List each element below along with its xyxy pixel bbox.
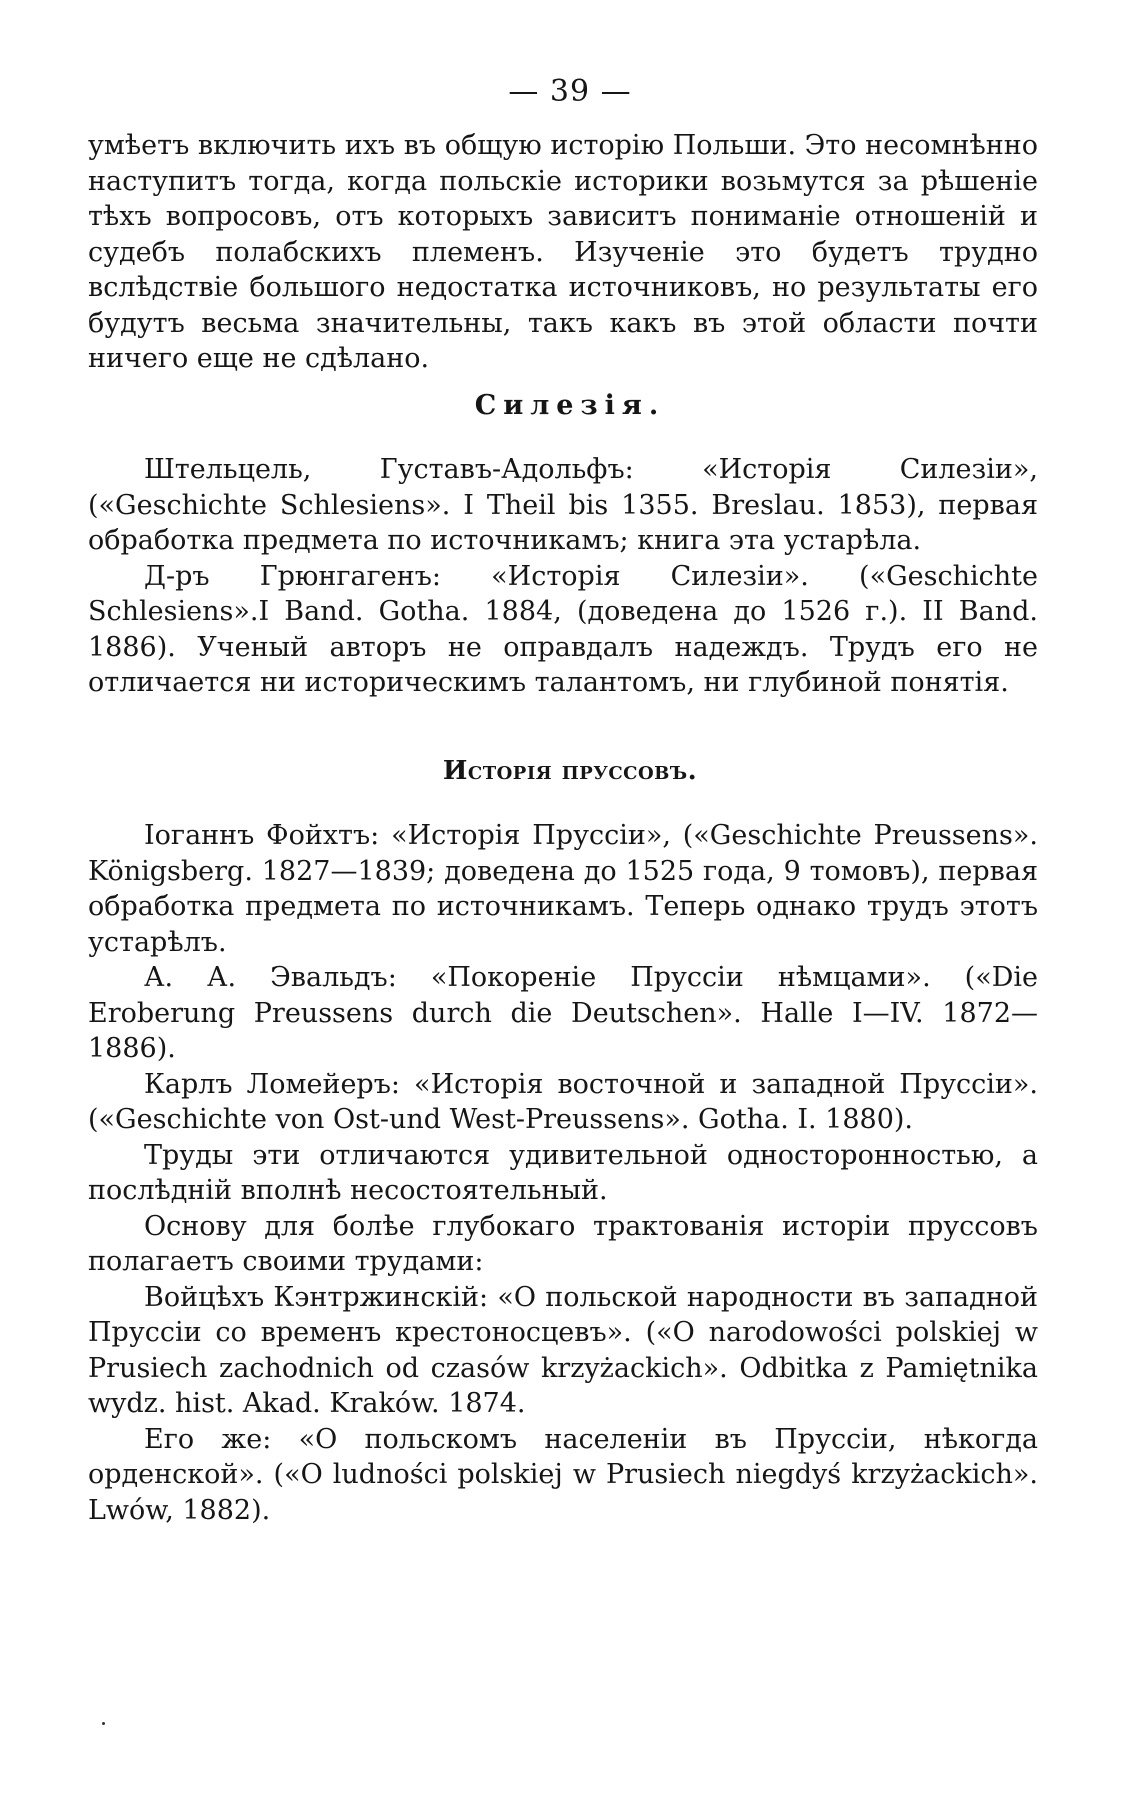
prussians-heading: Исторія пруссовъ. bbox=[442, 756, 698, 786]
bibliography-entry: Карлъ Ломейеръ: «Исторія восточной и западной Пруссіи». («Geschichte von Ost-und West-Preussens». Gotha. I. 1880). bbox=[88, 1068, 1038, 1135]
bibliography-entry: А. А. Эвальдъ: «Покореніе Пруссіи нѣмцами». («Die Eroberung Preussens durch die Deutschen». Halle I—IV. 1872—1886). bbox=[88, 962, 1038, 1064]
intro-paragraph: умѣетъ включить ихъ въ общую исторію Польши. Это несомнѣнно наступитъ тогда, когда польскіе историки возьмутся за рѣшеніе тѣхъ вопросовъ, отъ которыхъ зависитъ пониманіе отношеній и судебъ полабскихъ племенъ. Изученіе это будетъ трудно вслѣдствіе большого недостатка источниковъ, но результаты его будутъ весьма значительны, такъ какъ въ этой области почти ничего еще не сдѣлано. bbox=[88, 130, 1038, 374]
bibliography-entry: Его же: «О польскомъ населеніи въ Пруссіи, нѣкогда орденской». («O ludności polskiej w Prusiech niegdyś krzyżackich». Lwów, 1882). bbox=[88, 1423, 1038, 1526]
commentary-paragraph: Основу для болѣе глубокаго трактованія исторіи пруссовъ полагаетъ своими трудами: bbox=[88, 1210, 1038, 1277]
bibliography-entry: Штельцель, Густавъ-Адольфъ: «Исторія Силезіи», («Geschichte Schlesiens». I Theil bis 1355. Breslau. 1853), первая обработка предмета по источникамъ; книга эта устарѣла. bbox=[88, 454, 1038, 556]
bibliography-entry: Іоганнъ Фойхтъ: «Исторія Пруссіи», («Geschichte Preussens». Königsberg. 1827—1839; доведена до 1525 года, 9 томовъ), первая обработка предмета по источникамъ. Теперь однако трудъ этотъ устарѣлъ. bbox=[88, 820, 1038, 958]
intro-section bbox=[88, 128, 1038, 377]
prussians-bibliography bbox=[88, 818, 1038, 1528]
silesia-bibliography bbox=[88, 452, 1038, 701]
page-number: — 39 — bbox=[508, 74, 632, 109]
bibliography-entry: Д-ръ Грюнгагенъ: «Исторія Силезіи». («Geschichte Schlesiens».I Band. Gotha. 1884, (доведена до 1526 г.). II Band. 1886). Ученый авторъ не оправдалъ надеждъ. Трудъ его не отличается ни историческимъ талантомъ, ни глубиной понятія. bbox=[88, 560, 1038, 698]
silesia-heading: Силезія. bbox=[474, 390, 666, 421]
commentary-paragraph: Труды эти отличаются удивительной односторонностью, а послѣдній вполнѣ несостоятельный. bbox=[88, 1139, 1038, 1206]
bibliography-entry: Войцѣхъ Кэнтржинскій: «О польской народности въ западной Пруссіи со временъ крестоносцевъ». («O narodowości polskiej w Prusiech zachodnich od czasów krzyżackich». Odbitka z Pamiętnika wydz. hist. Akad. Kraków. 1874. bbox=[88, 1281, 1038, 1419]
scan-speck bbox=[102, 1722, 105, 1725]
